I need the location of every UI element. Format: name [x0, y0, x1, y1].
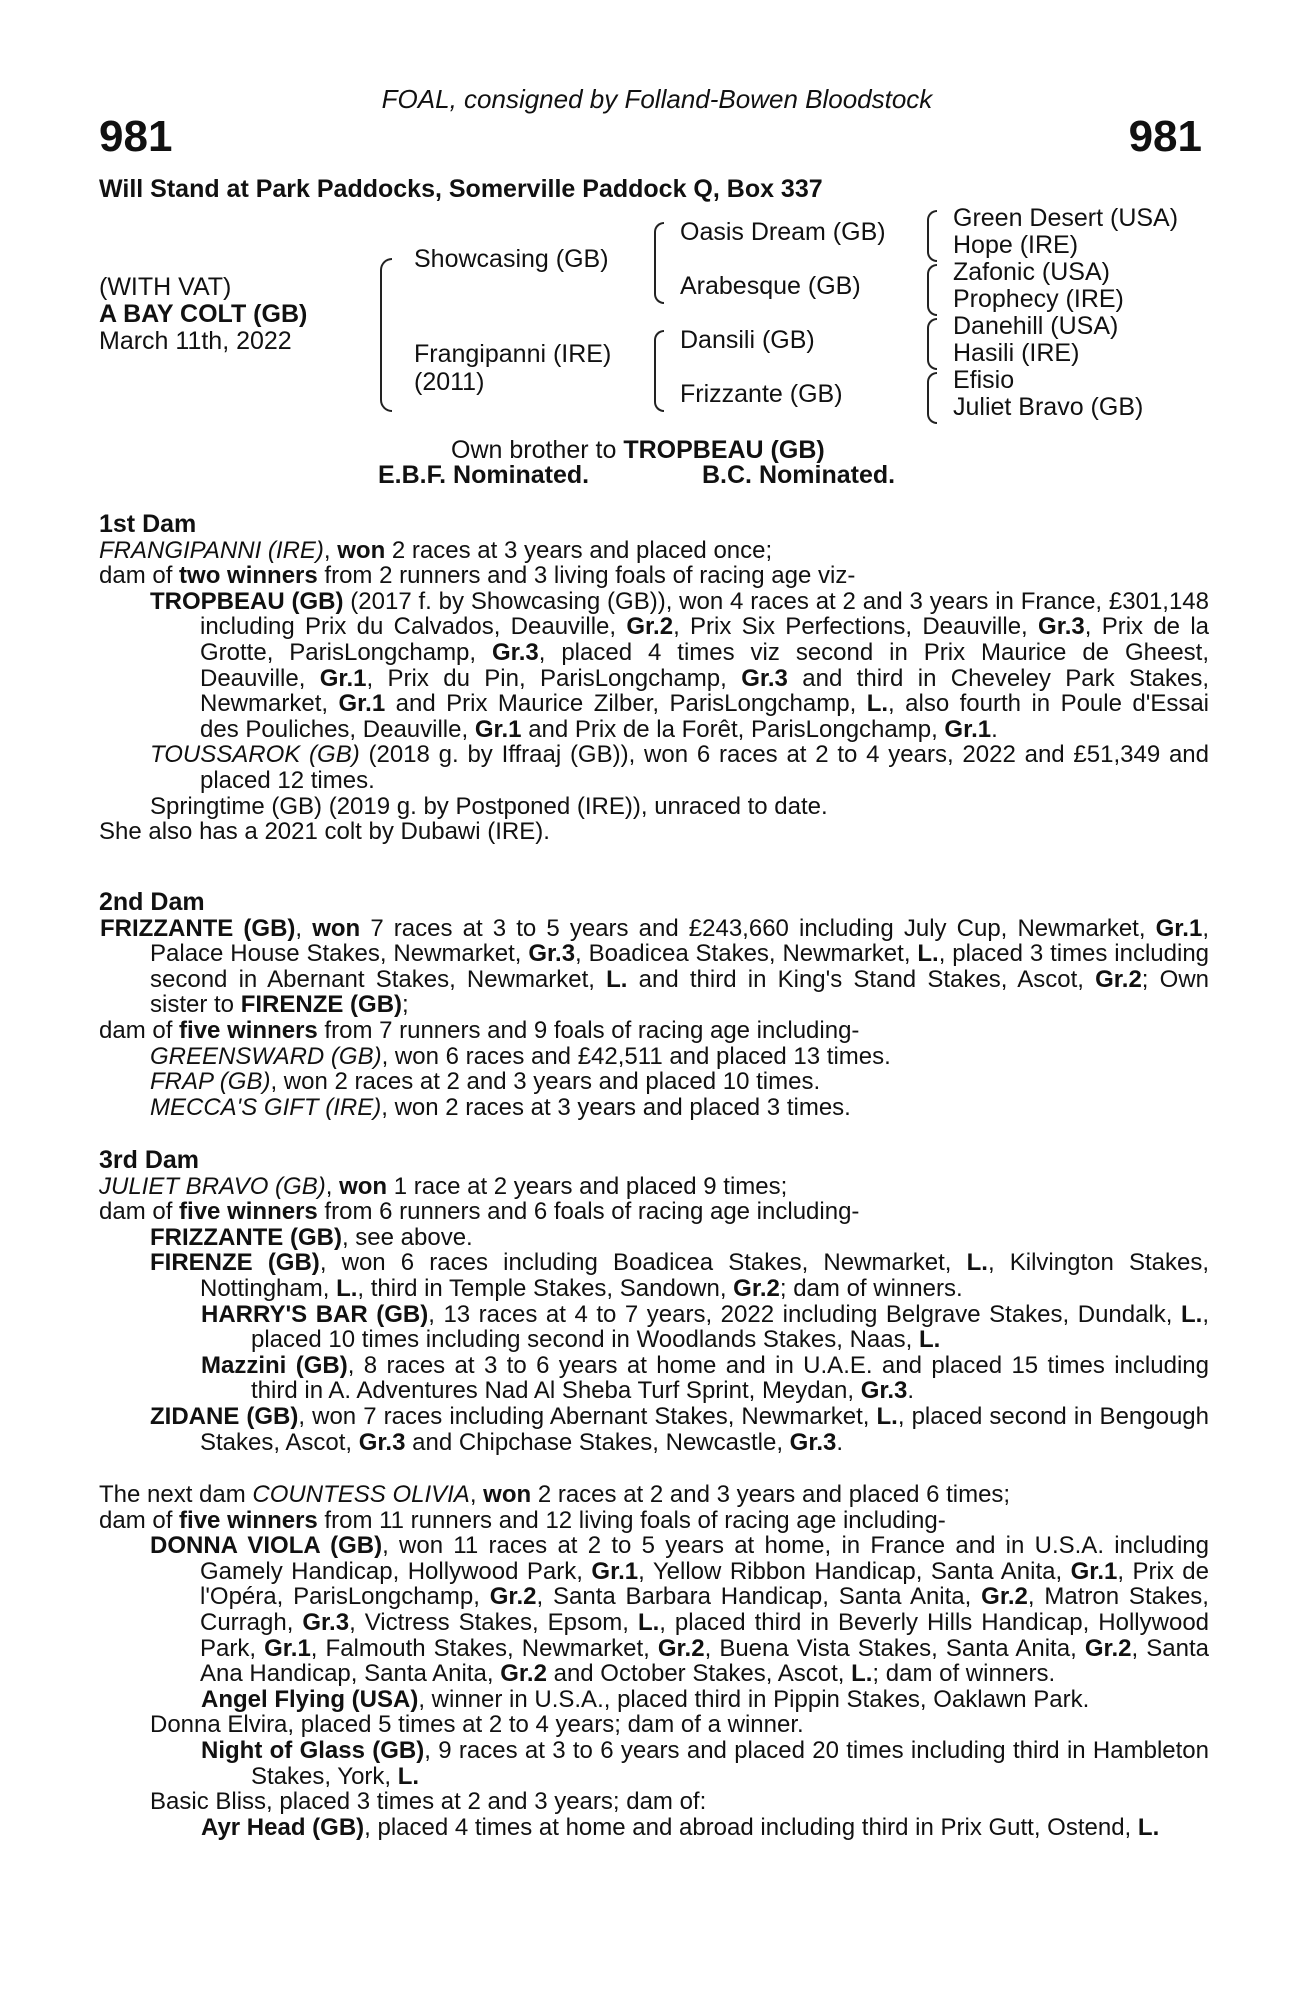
text-segment: and Chipchase Stakes, Newcastle, [405, 1428, 790, 1456]
text-segment: Gr.2 [1095, 965, 1142, 993]
produce-name: TOUSSAROK (GB) [150, 741, 360, 769]
text-segment: , Santa Ana Handicap, Santa Anita, [200, 1634, 1209, 1688]
winners-count: two winners [179, 562, 318, 590]
pedigree-bracket [927, 372, 937, 424]
own-brother-name: TROPBEAU (GB) [623, 436, 825, 464]
produce-name: TROPBEAU (GB) [150, 587, 344, 615]
text-segment: , also fourth in Poule d'Essai des Pouliches, Deauville, [200, 690, 1210, 743]
consignor-line: FOAL, consigned by Folland-Bowen Bloodstock [381, 84, 933, 114]
third-dam-section: 3rd Dam JULIET BRAVO (GB), won 1 race at 2 years and placed 9 times; dam of five winners from 6 runners and 6 foals of racing age including- FRIZZANTE (GB), see above. FIRENZE (GB), won 6 races including Boadicea Stakes, Newmarket, L., Kilvington Stakes, Nottingham, L., third in Temple Stakes, Sandown, Gr.2; dam of winners. HARRY'S BAR (GB), 13 races at 4 to 7 years, 2022 including Belgrave Stakes, Dundalk, L., placed 10 times including second in Woodlands Stakes, Naas, L. Mazzini (GB), 8 races at 3 to 6 years at home and in U.A.E. and placed 15 times including third in A. Adventures Nad Al Sheba Turf Sprint, Meydan, Gr.3. ZIDANE (GB), won 7 races including Abernant Stakes, Newmarket, L., placed second in Bengough Stakes, Ascot, Gr.3 and Chipchase Stakes, Newcastle, Gr.3. [99, 1146, 1210, 1456]
own-brother-prefix: Own brother to [451, 436, 624, 464]
text-segment: L. [851, 1660, 873, 1688]
text-segment: , winner in U.S.A., placed third in Pippin Stakes, Oaklawn Park. [418, 1685, 1090, 1713]
text-segment: Gr.1 [1155, 914, 1203, 942]
text-segment: 2 races at 2 and 3 years and placed 6 times; [531, 1481, 1011, 1508]
text-segment: Gr.3 [1038, 613, 1085, 641]
pedigree-dam-dam: Frizzante (GB) [680, 380, 843, 408]
text-segment: Gr.2 [489, 1583, 537, 1611]
pedigree-gg-5: Danehill (USA) [953, 312, 1119, 340]
text-segment: Ayr Head (GB) [201, 1813, 365, 1841]
text-segment: , placed 4 times at home and abroad including third in Prix Gutt, Ostend, [364, 1813, 1138, 1841]
text-segment: 1 race at 2 years and placed 9 times; [387, 1172, 788, 1200]
text-segment: Gr.3 [492, 638, 539, 666]
text-segment: Gr.2 [981, 1583, 1028, 1611]
text-segment: won [483, 1481, 532, 1508]
text-segment: from 7 runners and 9 foals of racing age including- [317, 1016, 860, 1044]
text-segment: dam of [99, 1198, 180, 1226]
text-segment: 7 races at 3 to 5 years and £243,660 including July Cup, Newmarket, [360, 914, 1156, 942]
text-segment: Gr.2 [657, 1634, 705, 1662]
section-title: 1st Dam [99, 510, 197, 538]
text-segment: Gr.1 [1070, 1557, 1118, 1585]
text-segment: , see above. [341, 1223, 473, 1251]
pedigree-gg-1: Green Desert (USA) [953, 204, 1179, 232]
text-segment: , 9 races at 3 to 6 years and placed 20 times including third in Hambleton Stakes, York, [251, 1736, 1209, 1790]
text-segment: DONNA VIOLA (GB) [150, 1532, 383, 1560]
text-segment: . [907, 1377, 915, 1405]
text-segment: Gr.3 [358, 1428, 406, 1456]
text-segment: ; Own sister to [150, 965, 1209, 1019]
text-segment: , 13 races at 4 to 7 years, 2022 including Belgrave Stakes, Dundalk, [428, 1300, 1181, 1328]
text-segment: , Prix du Pin, ParisLongchamp, [366, 664, 742, 692]
text-segment: and October Stakes, Ascot, [546, 1660, 852, 1688]
text-segment: , [469, 1481, 484, 1508]
dam-record: FRIZZANTE (GB), won 7 races at 3 to 5 years and £243,660 including July Cup, Newmarket, Gr.1, Palace House Stakes, Newmarket, Gr.3, Boadicea Stakes, Newmarket, L., placed 3 times including second in Abernant Stakes, Newmarket, L. and third in King's Stand Stakes, Ascot, Gr.2; Own sister to FIRENZE (GB); [100, 914, 1210, 1019]
text-segment: , Santa Barbara Handicap, Santa Anita, [536, 1583, 982, 1611]
text-segment: dam of [99, 1506, 180, 1534]
text-segment: , 8 races at 3 to 6 years at home and in U.A.E. and placed 15 times including third in A. Adventures Nad Al Sheba Turf Sprint, Meydan, [251, 1351, 1209, 1405]
text-segment: FRAP (GB) [150, 1068, 271, 1096]
text: dam of [99, 562, 180, 590]
text-segment: L. [606, 965, 628, 993]
text-segment: Angel Flying (USA) [201, 1685, 419, 1713]
text-segment: from 11 runners and 12 living foals of racing age including- [317, 1506, 946, 1534]
text-segment: ; dam of winners. [872, 1660, 1056, 1688]
text-segment: L. [1181, 1300, 1203, 1328]
text-segment: five winners [179, 1506, 318, 1534]
pedigree-bracket [927, 318, 937, 370]
text-segment: , Prix Six Perfections, Deauville, [673, 613, 1039, 641]
text-segment: Gr.1 [591, 1557, 639, 1585]
text-segment: Gr.2 [1084, 1634, 1132, 1662]
text-segment: won [339, 1172, 388, 1200]
text-segment: dam of [99, 1016, 180, 1044]
next-dam-section [99, 1482, 1209, 1840]
text-segment: Gr.3 [528, 940, 576, 968]
text-segment: L. [866, 690, 889, 718]
text: from 2 runners and 3 living foals of racing age viz- [317, 562, 856, 590]
text-segment: (2018 g. by Iffraaj (GB)), won 6 races at 2 to 4 years, 2022 and £51,349 and placed 12 times. [200, 741, 1209, 794]
dam-name: FRANGIPANNI (IRE) [99, 536, 324, 564]
text-segment: Gr.1 [474, 715, 522, 743]
text-segment: L. [336, 1274, 358, 1302]
pedigree-bracket [654, 222, 664, 304]
pedigree-dam-sire: Dansili (GB) [680, 326, 815, 354]
text-segment: Donna Elvira, placed 5 times at 2 to 4 years; dam of a winner. [150, 1711, 804, 1739]
text-segment: ZIDANE (GB) [150, 1402, 299, 1430]
text-segment: , Prix de la Grotte, ParisLongchamp, [200, 613, 1210, 666]
text-segment: and third in Cheveley Park Stakes, Newmarket, [200, 664, 1210, 718]
pedigree-bracket [927, 264, 937, 316]
text-segment: L. [917, 940, 939, 968]
text-segment: Gr.2 [626, 613, 674, 641]
pedigree-gg-2: Hope (IRE) [953, 231, 1079, 259]
text-segment: FIRENZE (GB) [240, 991, 403, 1019]
text-segment: Gr.3 [302, 1608, 350, 1636]
pedigree-dam: Frangipanni (IRE) [414, 340, 612, 368]
lot-number-right: 981 [1128, 112, 1202, 161]
text-segment: Gr.1 [264, 1634, 311, 1662]
pedigree-gg-6: Hasili (IRE) [953, 339, 1080, 367]
text-segment: , Buena Vista Stakes, Santa Anita, [704, 1634, 1085, 1662]
text-segment: , third in Temple Stakes, Sandown, [357, 1274, 734, 1302]
text-segment: won [312, 914, 361, 942]
text-segment: MECCA'S GIFT (IRE) [150, 1093, 382, 1121]
text-segment: Gr.1 [319, 664, 367, 692]
text-segment: Gr.1 [338, 690, 386, 718]
text-segment: (2017 f. by Showcasing (GB)), won 4 races at 2 and 3 years in France, £301,148 including Prix du Calvados, Deauville, [200, 587, 1209, 641]
text-segment: Gr.3 [789, 1428, 837, 1456]
text-segment: HARRY'S BAR (GB) [201, 1300, 429, 1328]
text-segment: The next dam [99, 1481, 253, 1508]
text-segment: , Yellow Ribbon Handicap, Santa Anita, [638, 1557, 1071, 1585]
pedigree-sire-sire: Oasis Dream (GB) [680, 218, 886, 246]
text-segment: JULIET BRAVO (GB) [99, 1172, 326, 1200]
date-of-birth: March 11th, 2022 [99, 327, 292, 355]
text-segment: Gr.2 [500, 1660, 547, 1688]
text-segment: five winners [179, 1198, 318, 1226]
text-segment: Mazzini (GB) [201, 1351, 348, 1379]
text-segment: ; dam of winners. [779, 1274, 963, 1302]
produce-entry: Springtime (GB) (2019 g. by Postponed (IRE)), unraced to date. [150, 792, 828, 820]
text-segment: , won 6 races and £42,511 and placed 13 times. [381, 1042, 891, 1070]
pedigree-bracket [927, 210, 937, 262]
produce-entry [99, 589, 1209, 743]
text-segment: , Victress Stakes, Epsom, [349, 1608, 638, 1636]
text-segment: , Prix de l'Opéra, ParisLongchamp, [200, 1557, 1209, 1611]
vat-note: (WITH VAT) [99, 273, 232, 301]
section-title: 2nd Dam [99, 888, 205, 916]
text-segment: Gr.3 [741, 664, 788, 692]
text-segment: Night of Glass (GB) [201, 1736, 425, 1764]
text-segment: , Kilvington Stakes, Nottingham, [200, 1249, 1210, 1302]
text-segment: . [991, 715, 998, 743]
text-segment: , Falmouth Stakes, Newmarket, [310, 1634, 658, 1662]
text-segment: ; [402, 991, 409, 1019]
text-segment: L. [966, 1249, 988, 1277]
text-segment: and third in King's Stand Stakes, Ascot, [627, 965, 1096, 993]
lot-subject-name: A BAY COLT (GB) [99, 300, 308, 328]
text-segment: from 6 runners and 6 foals of racing age including- [317, 1198, 860, 1226]
text-segment: Basic Bliss, placed 3 times at 2 and 3 years; dam of: [150, 1788, 707, 1816]
text-segment: , Palace House Stakes, Newmarket, [150, 914, 1209, 968]
won-label: won [337, 536, 386, 564]
text-segment: , placed second in Bengough Stakes, Ascot, [200, 1402, 1209, 1456]
text-segment: , Boadicea Stakes, Newmarket, [575, 940, 918, 968]
pedigree-bracket [380, 258, 392, 412]
text-segment: Gr.1 [944, 715, 992, 743]
text-segment: Gr.3 [860, 1377, 908, 1405]
additional-note: She also has a 2021 colt by Dubawi (IRE). [99, 818, 550, 846]
stand-location: Will Stand at Park Paddocks, Somerville Paddock Q, Box 337 [99, 175, 823, 203]
text-segment: L. [637, 1608, 660, 1636]
text-segment: five winners [179, 1016, 318, 1044]
text-segment: COUNTESS OLIVIA [252, 1481, 470, 1508]
bc-nomination: B.C. Nominated. [702, 461, 896, 489]
section-title: 3rd Dam [99, 1146, 200, 1174]
text-segment: , placed 10 times including second in Woodlands Stakes, Naas, [251, 1300, 1209, 1354]
text-segment: and Prix de la Forêt, ParisLongchamp, [521, 715, 945, 743]
pedigree-sire-dam: Arabesque (GB) [680, 272, 861, 300]
pedigree-sire: Showcasing (GB) [414, 245, 609, 273]
text-segment: and Prix Maurice Zilber, ParisLongchamp, [385, 690, 867, 718]
text-segment: , won 2 races at 3 years and placed 3 times. [381, 1093, 851, 1121]
first-dam-section: 1st Dam FRANGIPANNI (IRE), won 2 races at 3 years and placed once; dam of two winners from 2 runners and 3 living foals of racing age viz- TROPBEAU (GB) (2017 f. by Showcasing (GB)), won 4 races at 2 and 3 years in France, £301,148 including Prix du Calvados, Deauville, Gr.2, Prix Six Perfections, Deauville, Gr.3, Prix de la Grotte, ParisLongchamp, Gr.3, placed 4 times viz second in Prix Maurice de Gheest, Deauville, Gr.1, Prix du Pin, ParisLongchamp, Gr.3 and third in Cheveley Park Stakes, Newmarket, Gr.1 and Prix Maurice Zilber, ParisLongchamp, L., also fourth in Poule d'Essai des Pouliches, Deauville, Gr.1 and Prix de la Forêt, ParisLongchamp, Gr.1. TOUSSAROK (GB) (2018 g. by Iffraaj (GB)), won 6 races at 2 to 4 years, 2022 and £51,349 and placed 12 times. Springtime (GB) (2019 g. by Postponed (IRE)), unraced to date. She also has a 2021 colt by Dubawi (IRE). [99, 510, 1210, 846]
text-segment: . [836, 1428, 844, 1456]
text-segment: , won 7 races including Abernant Stakes, Newmarket, [298, 1402, 877, 1430]
pedigree-gg-4: Prophecy (IRE) [953, 285, 1124, 313]
text-segment: , won 2 races at 2 and 3 years and placed 10 times. [270, 1068, 821, 1096]
text-segment: , placed third in Beverly Hills Handicap, Hollywood Park, [200, 1608, 1210, 1662]
text-segment: FRIZZANTE (GB) [100, 914, 296, 942]
lot-number-left: 981 [99, 112, 173, 161]
pedigree-gg-8: Juliet Bravo (GB) [953, 393, 1144, 421]
pedigree-bracket [654, 330, 664, 412]
text-segment: , Matron Stakes, Curragh, [200, 1583, 1209, 1636]
pedigree-gg-7: Efisio [953, 366, 1015, 394]
text-segment: , placed 4 times viz second in Prix Maurice de Gheest, Deauville, [200, 638, 1210, 692]
text-segment: , won 11 races at 2 to 5 years at home, in France and in U.S.A. including Gamely Handicap, Hollywood Park, [200, 1532, 1209, 1585]
second-dam-section [99, 890, 1209, 1120]
produce-entry [99, 742, 1209, 793]
text-segment: , won 6 races including Boadicea Stakes, Newmarket, [319, 1249, 967, 1277]
text-segment: L. [397, 1762, 420, 1790]
text-segment: GREENSWARD (GB) [150, 1042, 382, 1070]
text-segment: L. [876, 1402, 898, 1430]
record-text: 2 races at 3 years and placed once; [385, 536, 773, 564]
text-segment: L. [1137, 1813, 1160, 1841]
ebf-nomination: E.B.F. Nominated. [378, 461, 590, 489]
pedigree-dam-year: (2011) [414, 368, 485, 396]
text-segment: L. [918, 1326, 941, 1354]
text-segment: Gr.2 [733, 1274, 780, 1302]
pedigree-gg-3: Zafonic (USA) [953, 258, 1110, 286]
text-segment: FRIZZANTE (GB) [150, 1223, 342, 1251]
text-segment: , placed 3 times including second in Abernant Stakes, Newmarket, [150, 940, 1210, 993]
text-segment: FIRENZE (GB) [150, 1249, 320, 1277]
